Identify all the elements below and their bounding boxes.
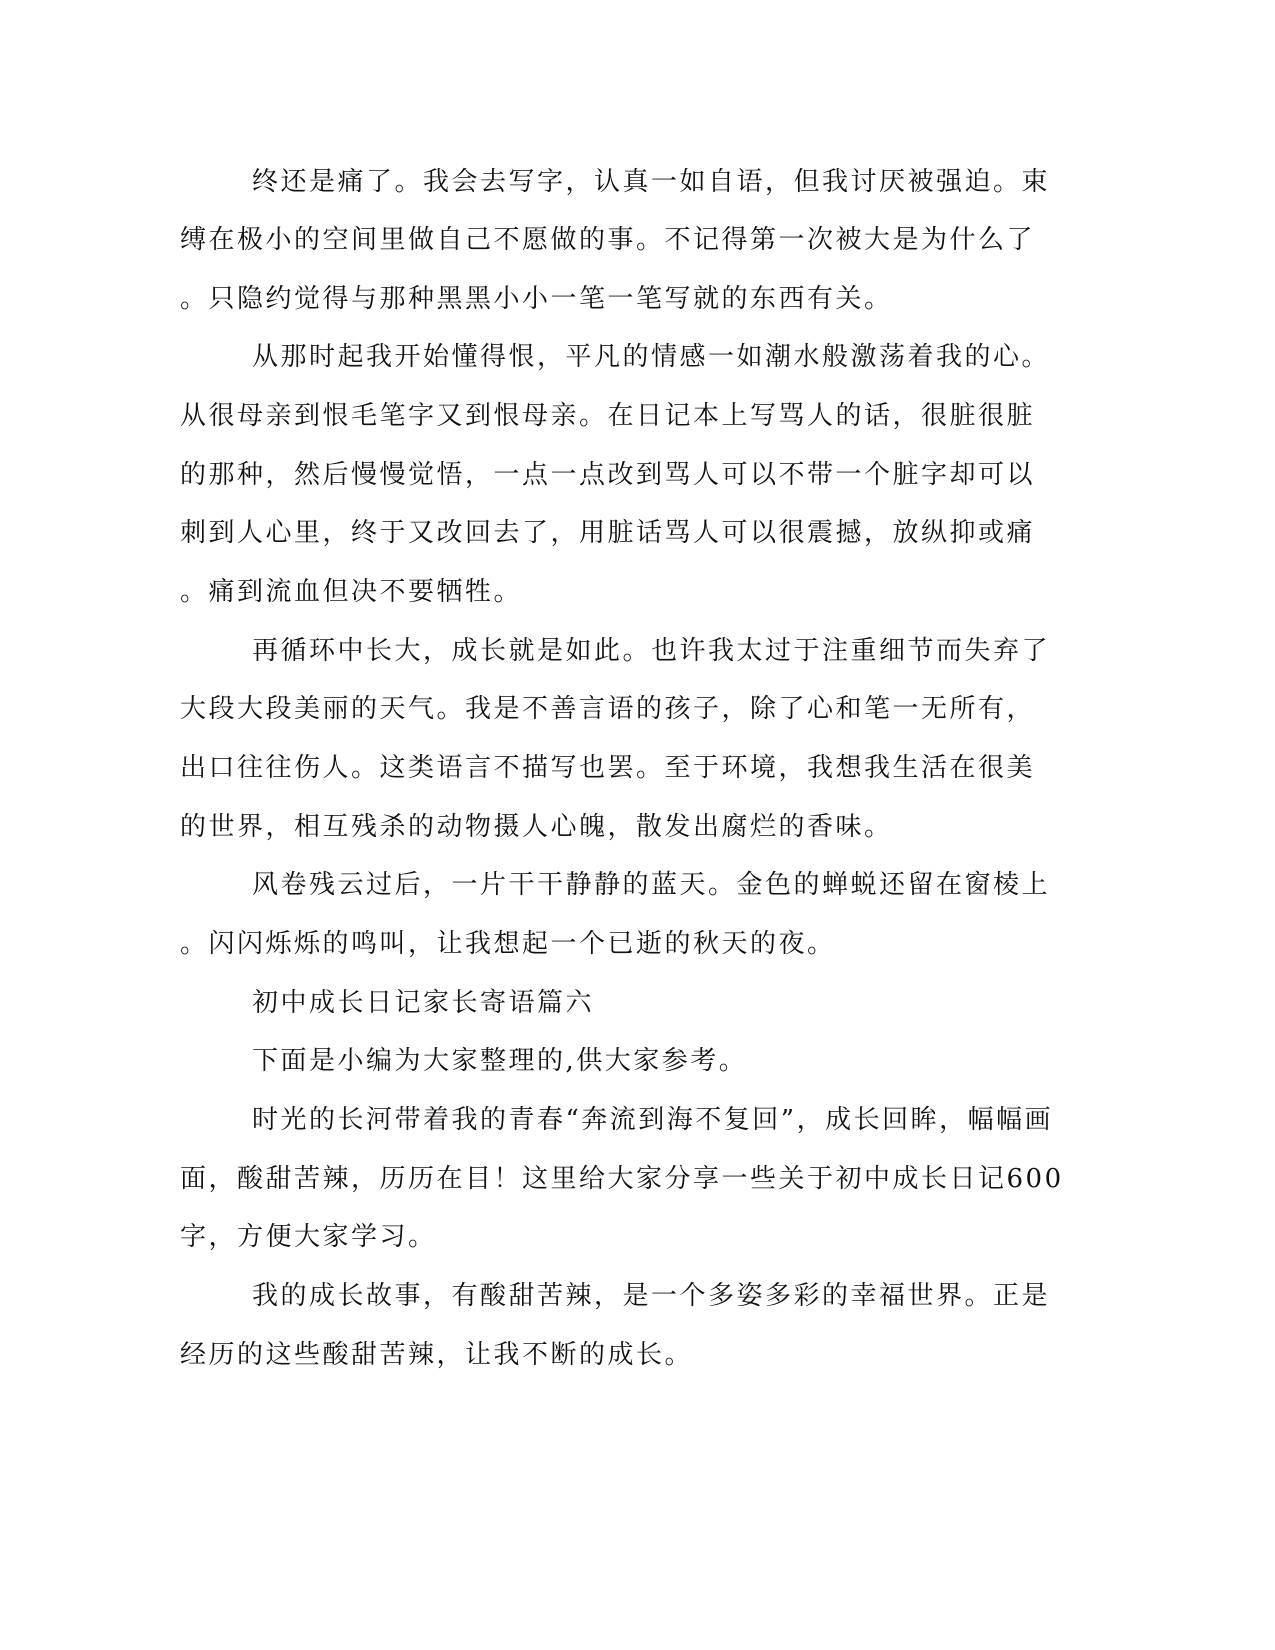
paragraph-2-line-3: 的那种，然后慢慢觉悟，一点一点改到骂人可以不带一个脏字却可以 [180,460,1036,490]
paragraph-2-line-1: 从那时起我开始懂得恨，平凡的情感一如潮水般激荡着我的心。 [252,342,1051,372]
paragraph-3-line-3: 出口往往伤人。这类语言不描写也罢。至于环境，我想我生活在很美 [180,753,1036,783]
paragraph-7-line-3: 字，方便大家学习。 [180,1222,437,1252]
paragraph-7-line-1: 时光的长河带着我的青春“奔流到海不复回”，成长回眸，幅幅画 [252,1105,1054,1135]
paragraph-2-line-4: 刺到人心里，终于又改回去了，用脏话骂人可以很震撼，放纵抑或痛 [180,518,1036,548]
paragraph-7-line-2: 面，酸甜苦辣，历历在目！这里给大家分享一些关于初中成长日记600 [180,1164,1064,1194]
paragraph-1-line-1: 终还是痛了。我会去写字，认真一如自语，但我讨厌被强迫。束 [252,167,1051,197]
paragraph-3-line-4: 的世界，相互残杀的动物摄人心魄，散发出腐烂的香味。 [180,812,893,842]
paragraph-2-line-5: 。痛到流血但决不要牺牲。 [180,577,523,607]
paragraph-3-line-1: 再循环中长大，成长就是如此。也许我太过于注重细节而失弃了 [252,636,1051,666]
paragraph-2-line-2: 从很母亲到恨毛笔字又到恨母亲。在日记本上写骂人的话，很脏很脏 [180,401,1036,431]
paragraph-1-line-2: 缚在极小的空间里做自己不愿做的事。不记得第一次被大是为什么了 [180,225,1036,255]
paragraph-8-line-2: 经历的这些酸甜苦辣，让我不断的成长。 [180,1340,694,1370]
section-heading: 初中成长日记家长寄语篇六 [252,988,595,1018]
paragraph-4-line-2: 。闪闪烁烁的鸣叫，让我想起一个已逝的秋天的夜。 [180,929,836,959]
intro-line: 下面是小编为大家整理的,供大家参考。 [252,1046,748,1076]
paragraph-8-line-1: 我的成长故事，有酸甜苦辣，是一个多姿多彩的幸福世界。正是 [252,1281,1051,1311]
paragraph-3-line-2: 大段大段美丽的天气。我是不善言语的孩子，除了心和笔一无所有， [180,694,1036,724]
paragraph-1-line-3: 。只隐约觉得与那种黑黑小小一笔一笔写就的东西有关。 [180,284,893,314]
paragraph-4-line-1: 风卷残云过后，一片干干静静的蓝天。金色的蝉蜕还留在窗棱上 [252,870,1051,900]
